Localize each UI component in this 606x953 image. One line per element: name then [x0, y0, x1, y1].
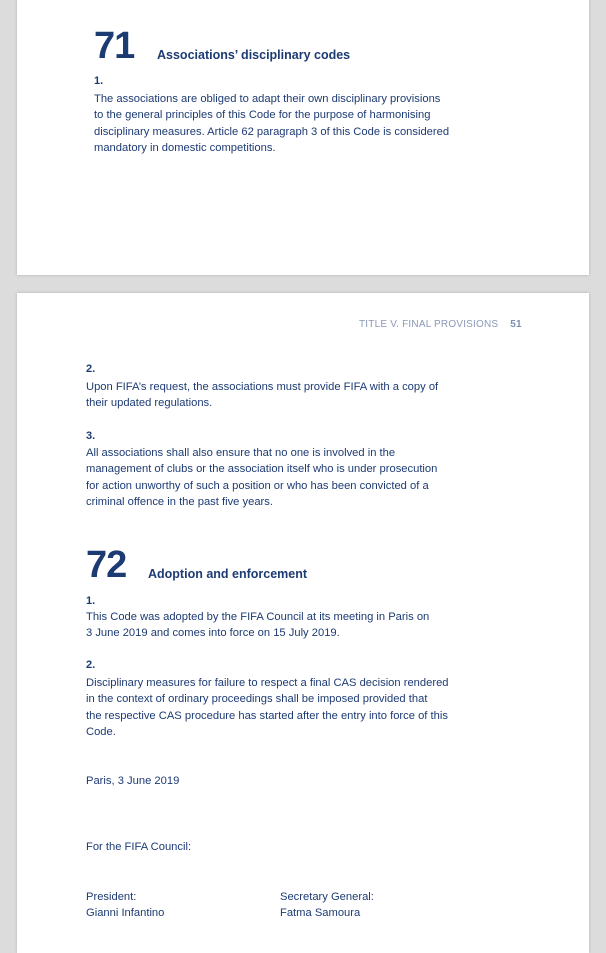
article-72-para-2-number: 2.	[86, 659, 96, 671]
article-72-para-2-text	[86, 675, 449, 740]
text-line: in the context of ordinary proceedings shall be imposed provided that	[86, 693, 428, 706]
text-line: 3 June 2019 and comes into force on 15 July 2019.	[86, 627, 340, 640]
running-header	[359, 319, 522, 331]
text-line: mandatory in domestic competitions.	[94, 141, 276, 154]
text-line: for action unworthy of such a position or who has been convicted of a	[86, 479, 429, 492]
for-council-line: For the FIFA Council:	[86, 841, 192, 853]
article-71-number: 71	[94, 25, 135, 67]
text-line: This Code was adopted by the FIFA Council at its meeting in Paris on	[86, 611, 430, 623]
text-line: Code.	[86, 725, 116, 738]
article-71-para-3-number: 3.	[86, 430, 96, 442]
president-block	[86, 889, 164, 922]
document-page-51	[17, 293, 589, 953]
article-71-para-2-text	[86, 379, 438, 412]
secretary-general-label: Secretary General:	[280, 891, 374, 903]
text-line: disciplinary measures. Article 62 paragraph 3 of this Code is considered	[94, 125, 450, 138]
text-line: All associations shall also ensure that no one is involved in the	[86, 447, 396, 459]
article-72-title: Adoption and enforcement	[148, 567, 308, 581]
text-line: criminal offence in the past five years.	[86, 495, 273, 508]
article-72-number: 72	[86, 544, 127, 586]
article-71-para-3-text	[86, 445, 437, 510]
text-line: Upon FIFA’s request, the associations must provide FIFA with a copy of	[86, 381, 439, 393]
text-line: the respective CAS procedure has started after the entry into force of this	[86, 709, 448, 722]
text-line: their updated regulations.	[86, 397, 213, 410]
president-label: President:	[86, 891, 137, 903]
text-line: The associations are obliged to adapt their own disciplinary provisions	[94, 93, 441, 105]
article-71-title: Associations’ disciplinary codes	[157, 48, 351, 62]
text-line: Disciplinary measures for failure to respect a final CAS decision rendered	[86, 677, 449, 689]
president-name: Gianni Infantino	[86, 907, 165, 920]
page-number: 51	[510, 319, 522, 330]
place-and-date: Paris, 3 June 2019	[86, 775, 180, 787]
article-71-para-2-number: 2.	[86, 363, 96, 375]
secretary-general-name: Fatma Samoura	[280, 907, 361, 920]
article-72-para-1-number: 1.	[86, 595, 96, 607]
article-71-para-1-text	[94, 91, 449, 156]
article-72-para-1-text	[86, 609, 429, 642]
text-line: management of clubs or the association itself who is under prosecution	[86, 463, 438, 476]
document-page-top	[17, 0, 589, 275]
secretary-general-block	[280, 889, 374, 922]
article-71-para-1-number: 1.	[94, 75, 104, 87]
running-header-title: TITLE V. FINAL PROVISIONS	[359, 319, 499, 330]
text-line: to the general principles of this Code for the purpose of harmonising	[94, 109, 431, 122]
